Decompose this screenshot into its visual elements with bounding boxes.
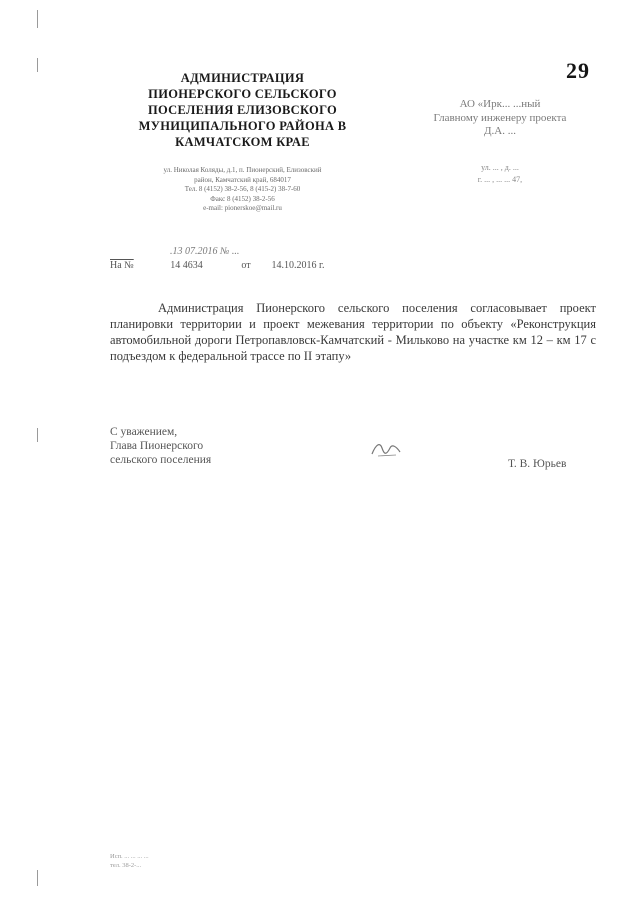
addressee-address [400,162,600,186]
organization-line: АДМИНИСТРАЦИЯ [180,71,305,85]
contact-line: ул. Николая Коляды, д.1, п. Пионерский, Елизовский [163,166,322,174]
footer-line: Исп. ... ... ... ... [110,853,149,860]
addressee-line: Д.А. ... [484,125,516,137]
organization-line: МУНИЦИПАЛЬНОГО РАЙОНА В [138,119,347,133]
organization-line: ПОСЕЛЕНИЯ ЕЛИЗОВСКОГО [147,103,338,117]
address-line: ул. ... , д. ... [481,163,519,172]
contact-line: район, Камчатский край, 684017 [194,175,291,184]
scan-mark [37,58,38,72]
scan-mark [37,870,38,886]
organization-line: ПИОНЕРСКОГО СЕЛЬСКОГО [148,87,337,101]
incoming-reference [110,260,352,271]
organization-header [110,70,375,150]
closing-block [110,425,310,467]
address-line: г. ... , ... ... 47, [477,175,523,184]
addressee-block [390,98,610,139]
closing-line: С уважением, [110,426,178,438]
registration-line [110,246,380,278]
signer-name: Т. В. Юрьев [508,458,567,470]
reference-date: 14.10.2016 г. [271,260,325,271]
reference-no-label: На № [110,260,134,271]
signature-mark [366,438,406,460]
scan-mark [37,428,38,442]
scan-mark [37,10,38,28]
closing-line: сельского поселения [110,454,212,466]
page-number: 29 [566,58,590,83]
outgoing-date-number: .13 07.2016 № ... [170,246,240,257]
contact-line: Тел. 8 (4152) 38-2-56, 8 (415-2) 38-7-60 [184,185,301,193]
addressee-line: АО «Ирк... ...ный [459,98,541,110]
organization-line: КАМЧАТСКОМ КРАЕ [175,135,310,149]
contact-line: e-mail: pionerskoe@mail.ru [203,204,282,212]
reference-number: 14 4634 [170,260,203,271]
addressee-line: Главному инженеру проекта [433,111,567,124]
organization-contacts [110,166,375,214]
closing-line: Глава Пионерского [110,440,204,452]
footer-line: тел. 38-2-... [110,862,142,869]
executor-footer [110,852,310,870]
contact-line: Факс 8 (4152) 38-2-56 [210,194,275,203]
reference-from-label: от [241,260,251,271]
letter-body: Администрация Пионерского сельского поселения согласовывает проект планировки территории и проект межевания территории по объекту «Реконструкция автомобильной дороги Петропавловск-Камчатский - Мильково на участке км 12 – км 17 с подъездом к федеральной трассе по II этапу» [110,301,596,363]
